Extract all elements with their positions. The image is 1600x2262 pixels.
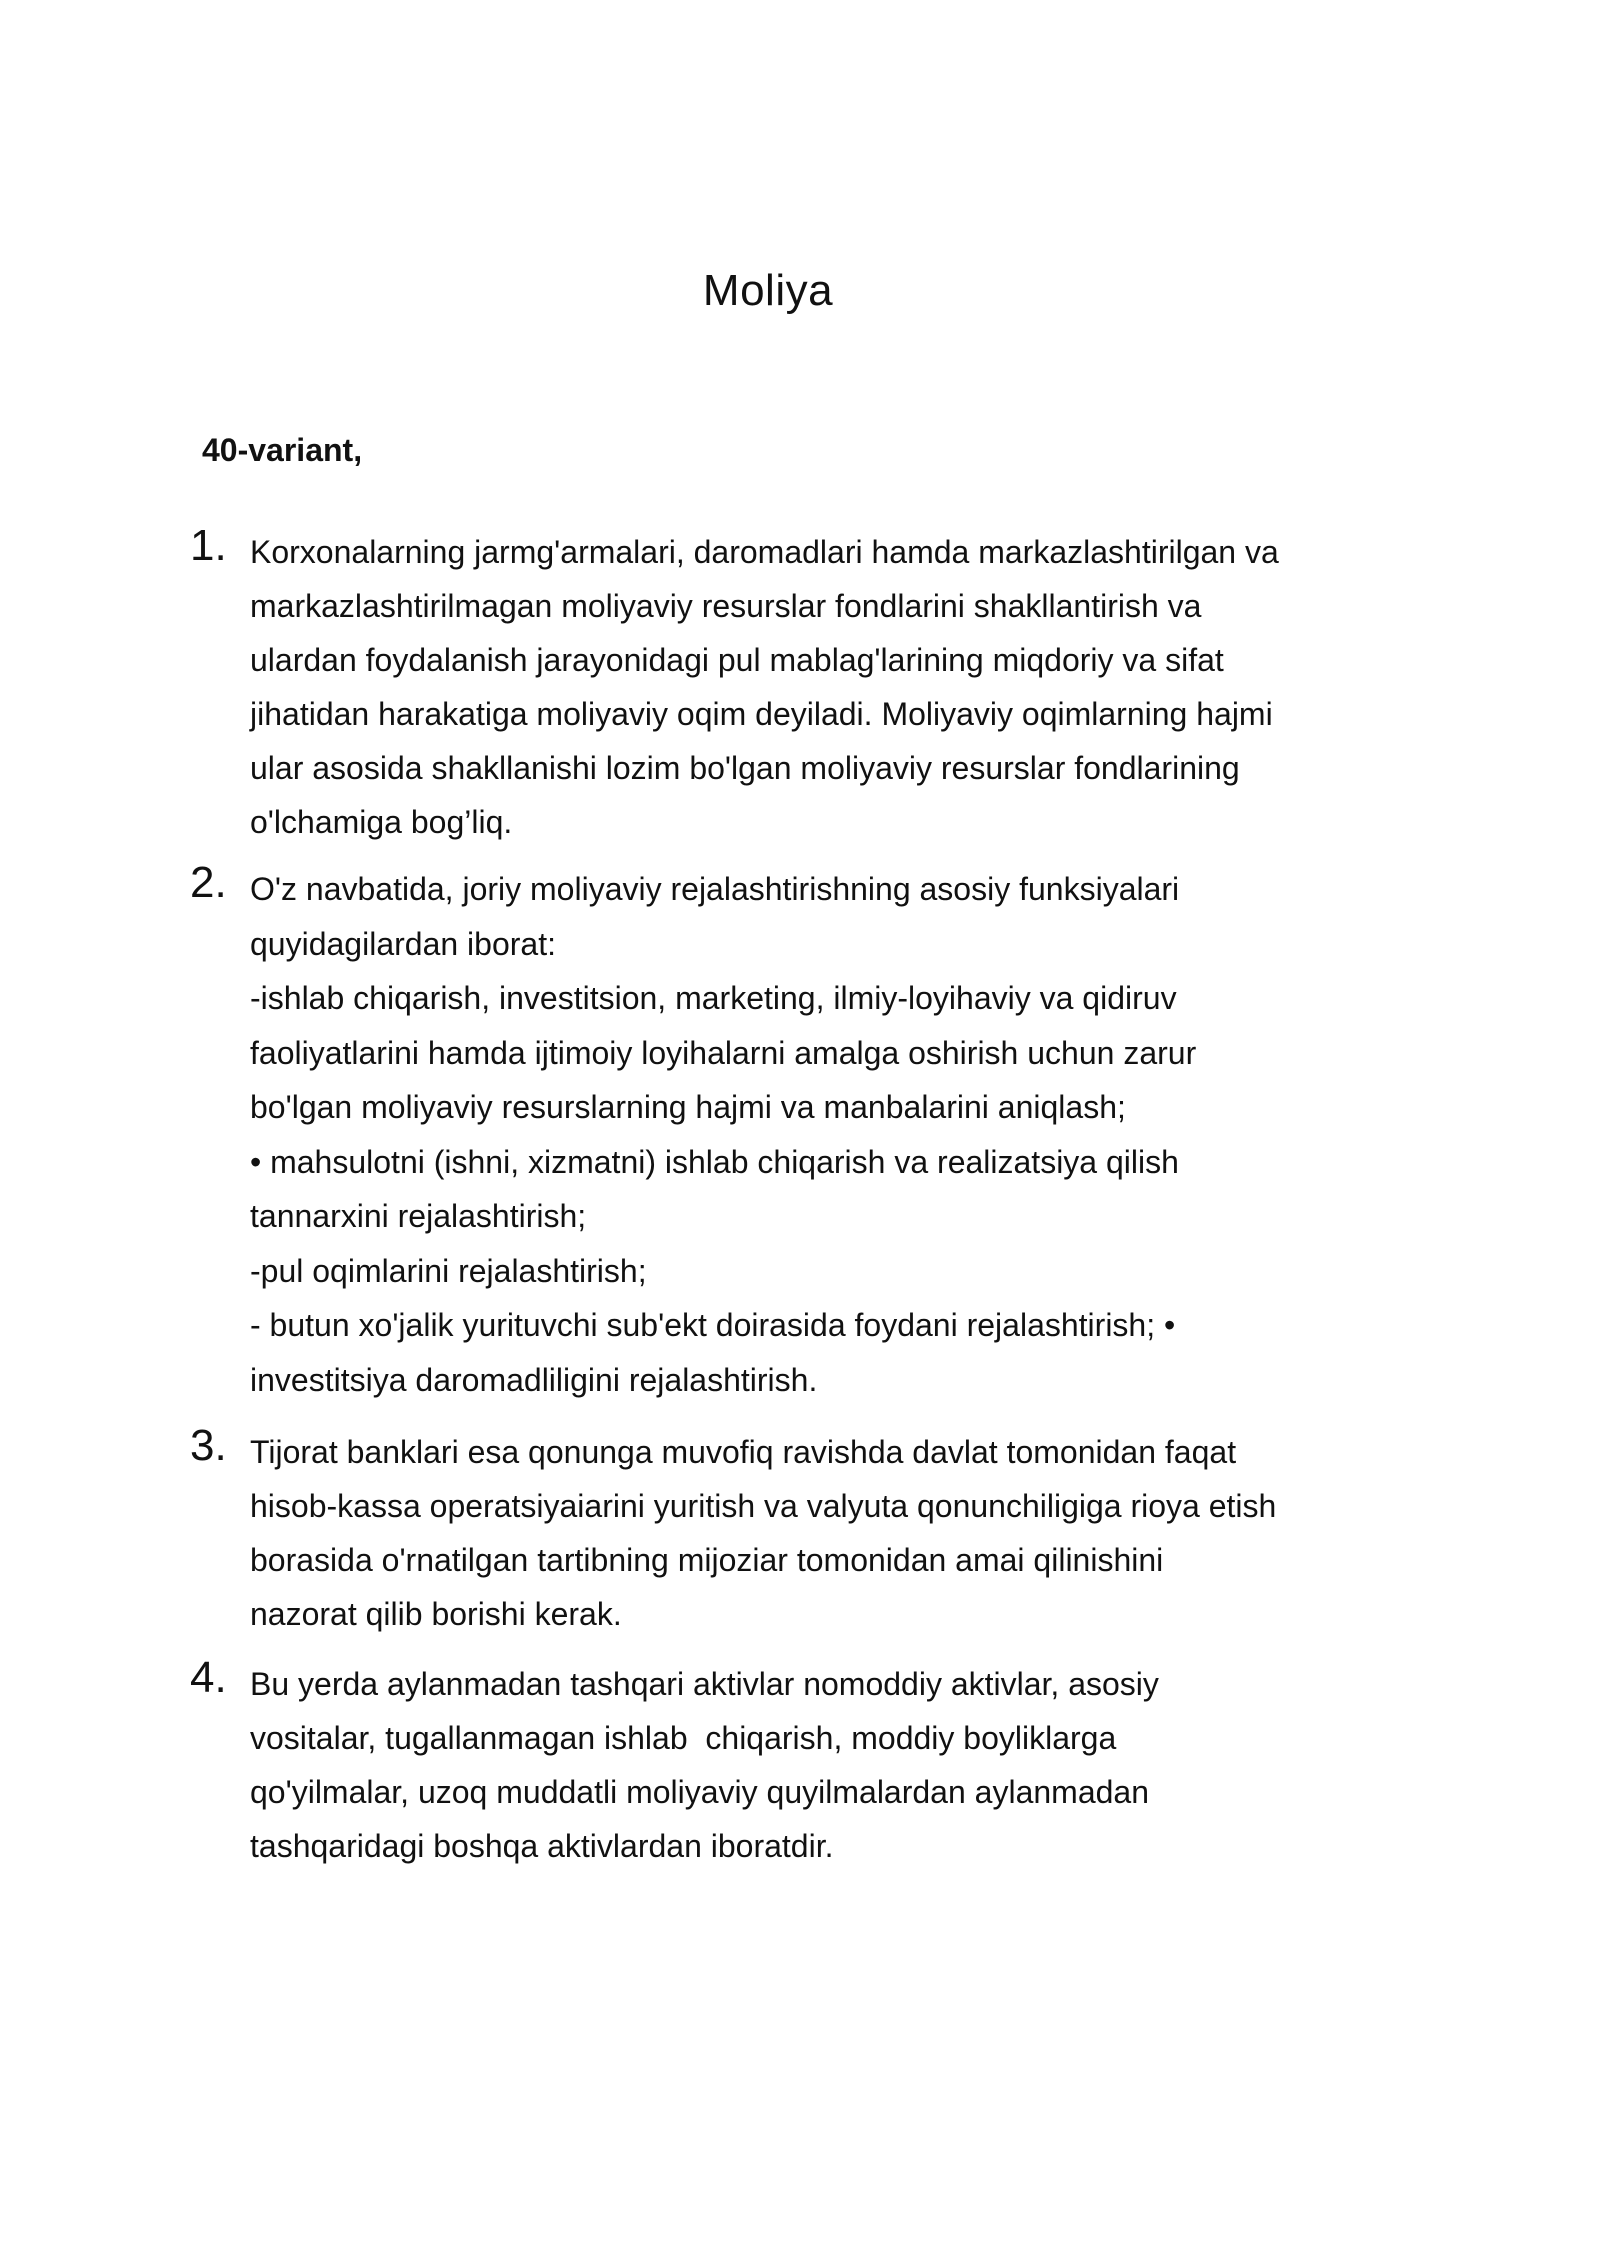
list-item-text <box>250 862 1430 1407</box>
text-line: borasida o'rnatilgan tartibning mijoziar tomonidan amai qilinishini <box>250 1542 1164 1578</box>
text-line: Korxonalarning jarmg'armalari, daromadlari hamda markazlashtirilgan va <box>250 534 1279 570</box>
text-line: - butun xo'jalik yurituvchi sub'ekt doirasida foydani rejalashtirish; • <box>250 1307 1176 1343</box>
text-line: -pul oqimlarini rejalashtirish; <box>250 1252 647 1289</box>
text-line: Bu yerda aylanmadan tashqari aktivlar nomoddiy aktivlar, asosiy <box>250 1666 1159 1702</box>
page-title: Moliya <box>702 266 834 315</box>
text-line: investitsiya daromadliligini rejalashtirish. <box>250 1361 818 1398</box>
text-line: ulardan foydalanish jarayonidagi pul mablag'larining miqdoriy va sifat <box>250 642 1224 678</box>
text-line: Tijorat banklari esa qonunga muvofiq ravishda davlat tomonidan faqat <box>250 1434 1237 1470</box>
text-line: tashqaridagi boshqa aktivlardan iboratdir. <box>250 1828 834 1864</box>
text-line: nazorat qilib borishi kerak. <box>250 1596 622 1632</box>
text-line: markazlashtirilmagan moliyaviy resurslar fondlarini shakllantirish va <box>250 588 1202 624</box>
text-line: O'z navbatida, joriy moliyaviy rejalashtirishning asosiy funksiyalari <box>250 871 1180 907</box>
text-line: • mahsulotni (ishni, xizmatni) ishlab chiqarish va realizatsiya qilish <box>250 1143 1179 1180</box>
list-item-number: 3. <box>190 1421 227 1470</box>
list-item-text <box>250 525 1430 849</box>
list-item-number: 1. <box>190 521 227 570</box>
text-line: tannarxini rejalashtirish; <box>250 1198 587 1234</box>
text-line: qo'yilmalar, uzoq muddatli moliyaviy quyilmalardan aylanmadan <box>250 1774 1149 1810</box>
list-item-text <box>250 1657 1430 1873</box>
text-line: faoliyatlarini hamda ijtimoiy loyihalarni amalga oshirish uchun zarur <box>250 1034 1197 1071</box>
text-line: ular asosida shakllanishi lozim bo'lgan moliyaviy resurslar fondlarining <box>250 750 1240 786</box>
text-line: vositalar, tugallanmagan ishlab chiqarish, moddiy boyliklarga <box>250 1720 1117 1756</box>
text-line: o'lchamiga bog’liq. <box>250 804 513 840</box>
list-item-text <box>250 1425 1430 1641</box>
text-line: quyidagilardan iborat: <box>250 925 556 962</box>
list-item-number: 2. <box>190 858 227 907</box>
text-line: bo'lgan moliyaviy resurslarning hajmi va manbalarini aniqlash; <box>250 1089 1126 1125</box>
text-line: -ishlab chiqarish, investitsion, marketing, ilmiy-loyihaviy va qidiruv <box>250 980 1177 1016</box>
text-line: hisob-kassa operatsiyaiarini yuritish va valyuta qonunchiligiga rioya etish <box>250 1488 1277 1524</box>
variant-label: 40-variant, <box>202 432 363 468</box>
text-line: jihatidan harakatiga moliyaviy oqim deyiladi. Moliyaviy oqimlarning hajmi <box>250 696 1273 732</box>
list-item-number: 4. <box>190 1653 227 1702</box>
